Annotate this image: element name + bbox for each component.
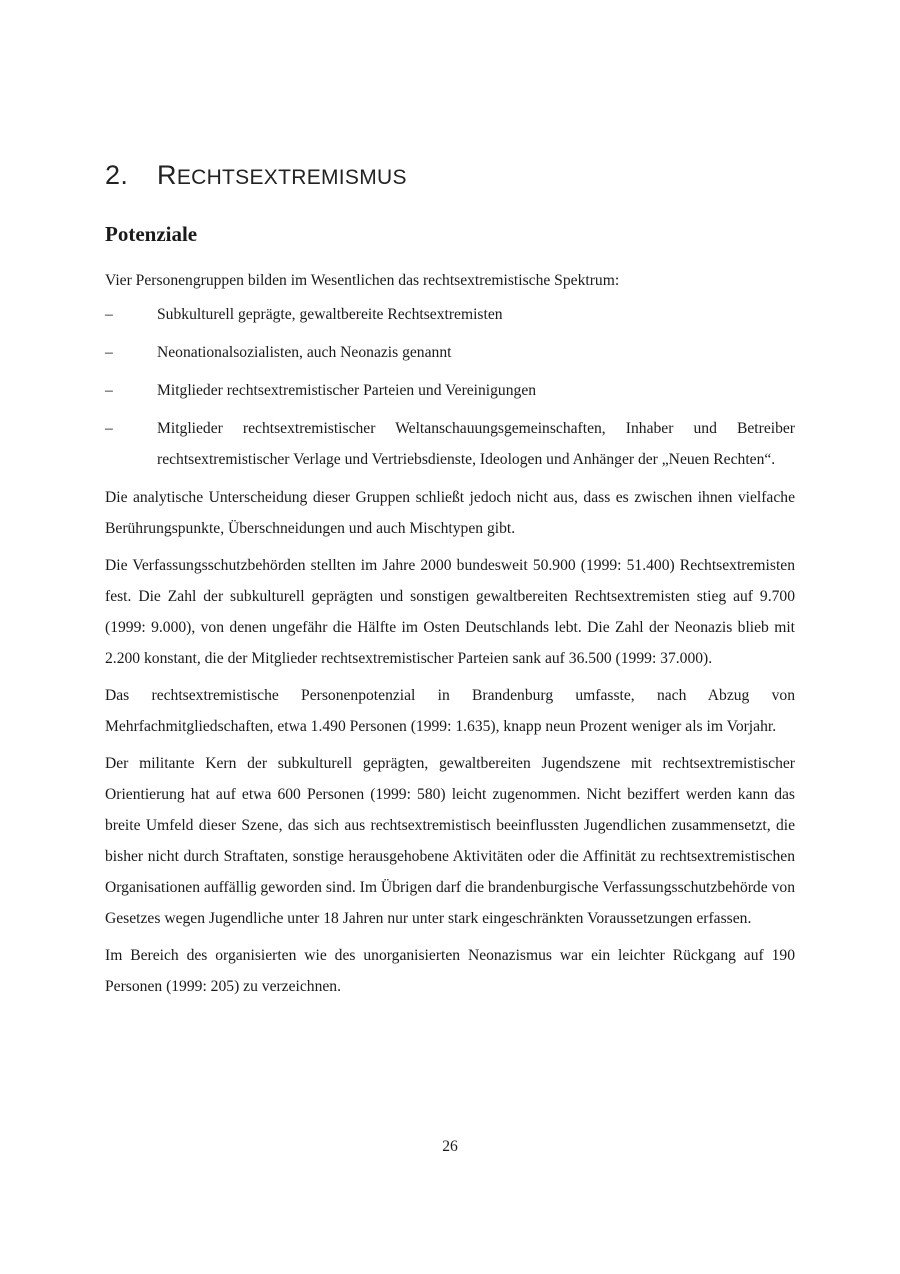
dash-bullet: – xyxy=(105,420,113,437)
body-paragraph: Die analytische Unterscheidung dieser Gruppen schließt jedoch nicht aus, dass es zwischen ihnen vielfache Berührungspunkte, Überschneidungen und auch Mischtypen gibt. xyxy=(105,489,795,537)
body-paragraph: Der militante Kern der subkulturell geprägten, gewaltbereiten Jugendszene mit rechtsextremistischer Orientierung hat auf etwa 600 Personen (1999: 580) leicht zugenommen. Nicht beziffert werden kann das breite Umfeld dieser Szene, das sich aus rechtsextremistisch beeinflussten Jugendlichen zusammensetzt, die bisher nicht durch Straftaten, sonstige herausgehobene Aktivitäten oder die Affinität zu rechtsextremistischen Organisationen auffällig geworden sind. Im Übrigen darf die brandenburgische Verfassungsschutzbehörde von Gesetzes wegen Jugendliche unter 18 Jahren nur unter stark eingeschränkten Voraussetzungen erfassen. xyxy=(105,755,795,927)
dash-bullet: – xyxy=(105,344,113,361)
group-list xyxy=(105,299,795,475)
list-item xyxy=(105,413,795,475)
list-item xyxy=(105,337,795,368)
body-paragraph: Das rechtsextremistische Personenpotenzial in Brandenburg umfasste, nach Abzug von Mehrfachmitgliedschaften, etwa 1.490 Personen (1999: 1.635), knapp neun Prozent weniger als im Vorjahr. xyxy=(105,687,795,735)
dash-bullet: – xyxy=(105,306,113,323)
chapter-number: 2. xyxy=(105,160,129,190)
list-item-text: Mitglieder rechtsextremistischer Parteien und Vereinigungen xyxy=(157,382,537,399)
document-page xyxy=(105,160,795,1008)
chapter-heading xyxy=(105,160,795,191)
page-number: 26 xyxy=(442,1138,458,1155)
list-item-text: Subkulturell geprägte, gewaltbereite Rechtsextremisten xyxy=(157,306,503,323)
body-paragraph: Die Verfassungsschutzbehörden stellten im Jahre 2000 bundesweit 50.900 (1999: 51.400) Rechtsextremisten fest. Die Zahl der subkulturell geprägten und sonstigen gewaltbereiten Rechtsextremisten stieg auf 9.700 (1999: 9.000), von denen ungefähr die Hälfte im Osten Deutschlands lebt. Die Zahl der Neonazis blieb mit 2.200 konstant, die der Mitglieder rechtsextremistischer Parteien sank auf 36.500 (1999: 37.000). xyxy=(105,557,795,667)
list-item xyxy=(105,375,795,406)
list-item-text: Mitglieder rechtsextremistischer Weltanschauungsgemeinschaften, Inhaber und Betreiber rechtsextremistischer Verlage und Vertriebsdienste, Ideologen und Anhänger der „Neuen Rechten“. xyxy=(157,420,795,468)
body-paragraph: Im Bereich des organisierten wie des unorganisierten Neonazismus war ein leichter Rückgang auf 190 Personen (1999: 205) zu verzeichnen. xyxy=(105,947,795,995)
list-item xyxy=(105,299,795,330)
list-item-text: Neonationalsozialisten, auch Neonazis genannt xyxy=(157,344,452,361)
chapter-title-rest: ECHTSEXTREMISMUS xyxy=(176,166,407,189)
dash-bullet: – xyxy=(105,382,113,399)
section-heading: Potenziale xyxy=(105,222,198,246)
chapter-title-initial: R xyxy=(157,160,177,190)
intro-paragraph: Vier Personengruppen bilden im Wesentlichen das rechtsextremistische Spektrum: xyxy=(105,272,620,289)
